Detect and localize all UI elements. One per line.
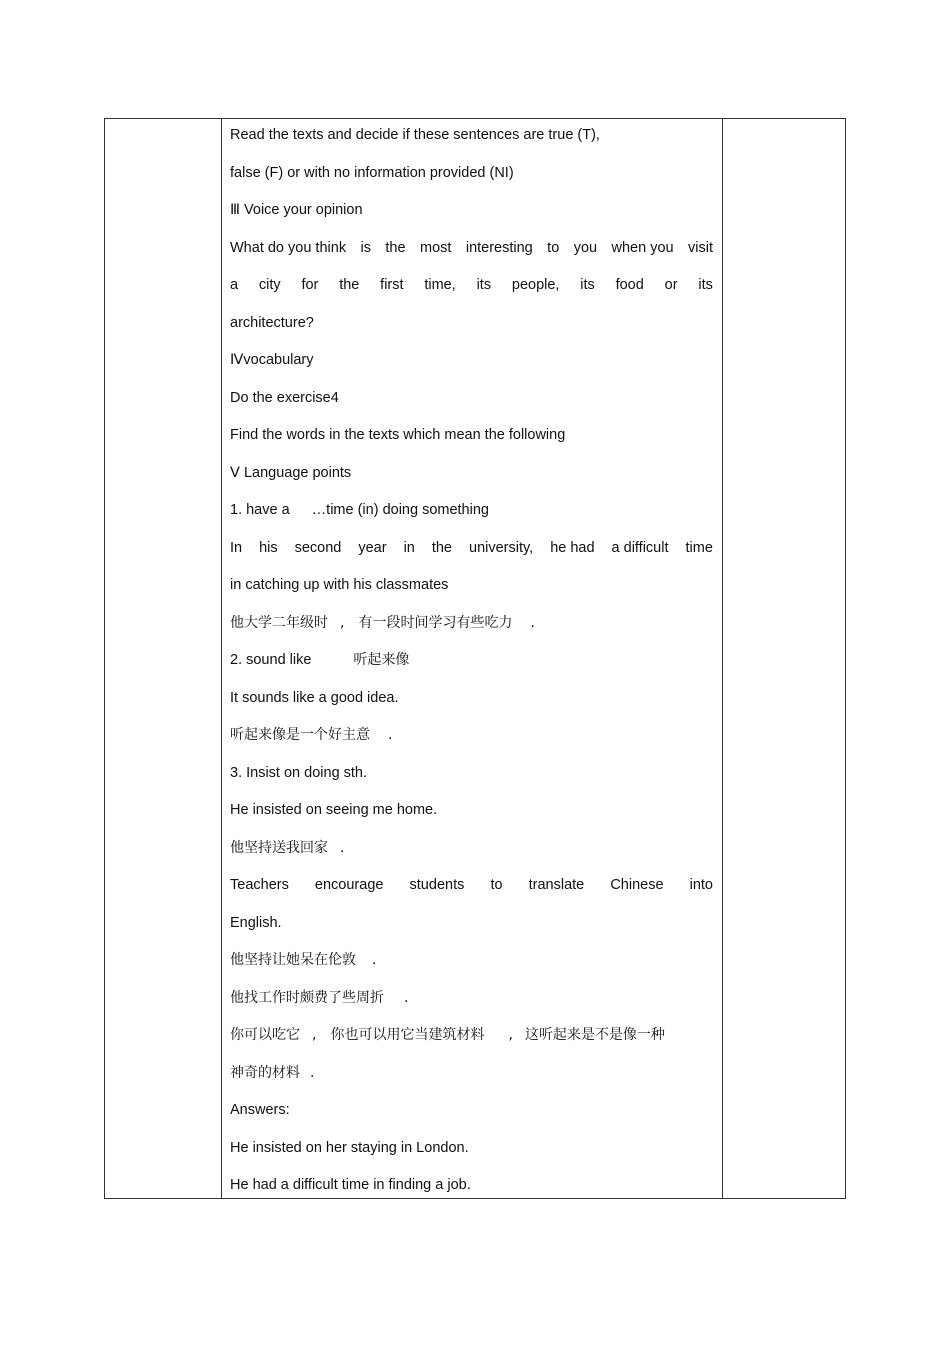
text-fragment: …time (in) doing something bbox=[311, 502, 489, 518]
word: the bbox=[385, 239, 406, 256]
text-line: 3. Insist on doing sth. bbox=[230, 764, 368, 781]
text-fragment: , bbox=[508, 1027, 513, 1043]
text-line-justified bbox=[230, 276, 713, 314]
text-fragment: 2. sound like bbox=[230, 652, 312, 668]
word: interesting bbox=[465, 239, 533, 256]
text-fragment: . bbox=[372, 952, 377, 968]
text-fragment: , bbox=[312, 1027, 317, 1043]
text-line-justified bbox=[230, 239, 713, 277]
word: university, bbox=[469, 539, 534, 556]
word: when you bbox=[611, 239, 674, 256]
text-line-chinese bbox=[230, 951, 713, 989]
text-fragment: . bbox=[310, 1064, 315, 1081]
text-line-chinese bbox=[230, 1026, 713, 1064]
word: What do you think bbox=[230, 239, 347, 256]
text-fragment: . bbox=[388, 727, 393, 743]
text-line-chinese bbox=[230, 614, 713, 652]
text-fragment: 神奇的材料 bbox=[230, 1064, 300, 1081]
text-fragment: . bbox=[530, 614, 535, 631]
text-line-chinese bbox=[230, 839, 713, 877]
word: is bbox=[360, 239, 371, 256]
text-line-chinese bbox=[230, 989, 713, 1027]
word: food bbox=[615, 277, 644, 293]
text-line: He insisted on seeing me home. bbox=[230, 802, 438, 818]
text-fragment: 他坚持让她呆在伦敦 bbox=[230, 952, 356, 968]
word: students bbox=[409, 877, 465, 893]
word: time bbox=[685, 539, 713, 556]
text-fragment: 1. have a bbox=[230, 502, 290, 518]
text-line: English. bbox=[230, 914, 282, 931]
text-fragment: 听起来像是一个好主意 bbox=[230, 727, 370, 743]
word: he had bbox=[550, 539, 595, 556]
word: visit bbox=[688, 239, 713, 256]
text-fragment: 他坚持送我回家 bbox=[230, 839, 328, 856]
word: its bbox=[698, 277, 713, 293]
word: to bbox=[490, 877, 503, 893]
text-line bbox=[230, 501, 713, 539]
word: or bbox=[664, 277, 678, 293]
word: first bbox=[380, 277, 404, 293]
text-fragment: 听起来像 bbox=[353, 652, 410, 668]
lesson-plan-table bbox=[104, 118, 846, 1199]
word: translate bbox=[528, 877, 585, 893]
word: encourage bbox=[314, 877, 384, 893]
word: in bbox=[403, 539, 415, 556]
text-fragment: . bbox=[404, 989, 409, 1006]
content-column bbox=[230, 126, 713, 1214]
text-fragment: 你可以吃它 bbox=[230, 1027, 300, 1043]
section-heading-language-points: Ⅴ Language points bbox=[230, 464, 352, 481]
word: for bbox=[301, 277, 319, 293]
word: second bbox=[294, 539, 342, 556]
text-line: Find the words in the texts which mean the following bbox=[230, 427, 566, 443]
word: most bbox=[420, 239, 452, 256]
text-fragment: 他找工作时颇费了些周折 bbox=[230, 989, 384, 1006]
text-line-chinese bbox=[230, 1064, 713, 1102]
word: Chinese bbox=[610, 877, 664, 893]
text-fragment: 这听起来是不是像一种 bbox=[524, 1027, 665, 1043]
word: people, bbox=[511, 277, 560, 293]
word: Teachers bbox=[230, 877, 289, 893]
text-line: It sounds like a good idea. bbox=[230, 689, 399, 706]
text-line-chinese bbox=[230, 726, 713, 764]
text-line: in catching up with his classmates bbox=[230, 577, 449, 593]
section-heading-vocabulary: Ⅳvocabulary bbox=[230, 352, 314, 368]
word: the bbox=[339, 277, 360, 293]
word: its bbox=[580, 277, 595, 293]
text-line: He had a difficult time in finding a job. bbox=[230, 1177, 471, 1193]
word: a bbox=[230, 277, 239, 293]
word: city bbox=[258, 277, 281, 293]
text-line bbox=[230, 651, 713, 689]
text-line: Read the texts and decide if these sentences are true (T), bbox=[230, 127, 600, 143]
text-fragment: . bbox=[340, 839, 345, 856]
section-heading-voice-opinion: Ⅲ Voice your opinion bbox=[230, 202, 363, 218]
word: year bbox=[358, 539, 387, 556]
text-line: Do the exercise4 bbox=[230, 389, 339, 406]
word: to bbox=[547, 239, 560, 256]
word: In bbox=[230, 539, 243, 556]
text-fragment: , bbox=[340, 614, 345, 631]
text-line: Answers: bbox=[230, 1102, 290, 1118]
text-line: false (F) or with no information provided (NI) bbox=[230, 164, 514, 181]
right-column-divider bbox=[722, 119, 723, 1198]
word: you bbox=[573, 239, 598, 256]
text-line: He insisted on her staying in London. bbox=[230, 1139, 469, 1156]
word: his bbox=[259, 539, 278, 556]
text-line-justified bbox=[230, 539, 713, 577]
word: its bbox=[476, 277, 492, 293]
word: time, bbox=[424, 277, 456, 293]
text-fragment: 他大学二年级时 bbox=[230, 614, 328, 631]
word: into bbox=[689, 877, 713, 893]
text-fragment: 有一段时间学习有些吃力 bbox=[358, 614, 513, 631]
text-fragment: 你也可以用它当建筑材料 bbox=[330, 1027, 485, 1043]
text-line: architecture? bbox=[230, 314, 314, 331]
word: the bbox=[431, 539, 453, 556]
text-line-justified bbox=[230, 876, 713, 914]
left-column-divider bbox=[221, 119, 222, 1198]
word: a difficult bbox=[611, 539, 669, 556]
